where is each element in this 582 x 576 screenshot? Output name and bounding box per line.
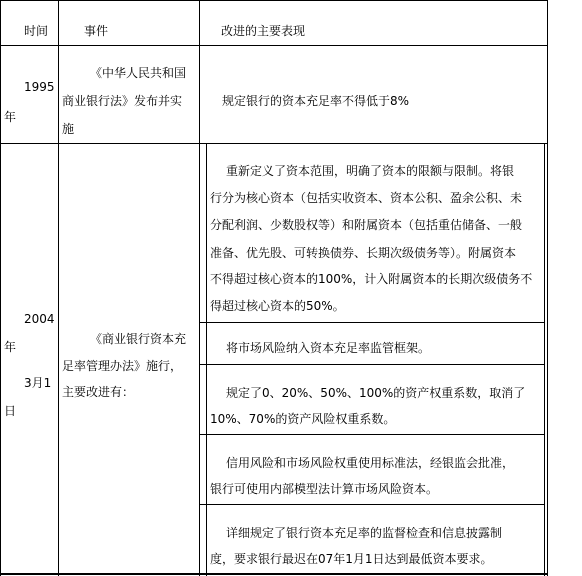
- improvement-2-line: 将市场风险纳入资本充足率监管框架。: [226, 341, 431, 355]
- table-row-divider: [0, 143, 548, 144]
- col-divider-time-event: [58, 0, 59, 576]
- improvement-1-line: 得超过核心资本的50%。: [210, 299, 345, 313]
- sub-table-right: [544, 144, 545, 576]
- col-divider-event-improvement: [199, 0, 200, 576]
- row1-event-line: 商业银行法》发布并实: [62, 94, 183, 108]
- row1-event-line: 施: [62, 122, 75, 136]
- table-header-divider: [0, 45, 548, 46]
- row2-event-line: 足率管理办法》施行，: [62, 359, 183, 373]
- header-event: 事件: [84, 24, 109, 38]
- row2-event-line: 《商业银行资本充: [90, 332, 187, 346]
- sub-table-divider: [199, 322, 545, 323]
- improvement-4-line: 银行可使用内部模型法计算市场风险资本。: [210, 482, 439, 496]
- row2-event-line: 主要改进有：: [62, 385, 135, 399]
- row1-improvement: 规定银行的资本充足率不得低于8%: [222, 94, 410, 108]
- improvement-1-line: 重新定义了资本范围，明确了资本的限额与限制。将银: [226, 164, 515, 178]
- header-time: 时间: [24, 24, 49, 38]
- sub-table-left: [206, 144, 207, 576]
- improvement-3-line: 10%、70%的资产风险权重系数。: [210, 412, 396, 426]
- improvement-1-line: 分配利润、少数股权等）和附属资本（包括重估储备、一般: [210, 218, 523, 232]
- row1-event-line: 《中华人民共和国: [90, 66, 187, 80]
- improvement-4-line: 信用风险和市场风险权重使用标准法，经银监会批准，: [226, 456, 515, 470]
- sub-table-divider: [199, 504, 545, 505]
- improvement-3-line: 规定了0、20%、50%、100%的资产权重系数，取消了: [226, 386, 526, 400]
- table-border-top: [0, 0, 548, 1]
- improvement-5-line: 详细规定了银行资本充足率的监督检查和信息披露制: [226, 526, 503, 540]
- header-improvement: 改进的主要表现: [221, 24, 306, 38]
- sub-table-divider: [199, 434, 545, 435]
- row2-time-date-suffix: 日: [4, 404, 17, 418]
- table-row-divider: [0, 573, 548, 575]
- table-border-left: [0, 0, 1, 576]
- improvement-1-line: 准备、优先股、可转换债券、长期次级债务等）。附属资本: [210, 246, 517, 260]
- sub-table-divider: [199, 364, 545, 365]
- improvement-5-line: 度，要求银行最迟在07年1月1日达到最低资本要求。: [210, 552, 493, 566]
- row1-time-year: 1995: [24, 80, 55, 94]
- table-border-right: [547, 0, 548, 576]
- improvement-1-line: 不得超过核心资本的100%，计入附属资本的长期次级债务不: [210, 272, 533, 286]
- row2-time-date: 3月1: [24, 376, 52, 390]
- row2-time-year-suffix: 年: [4, 340, 17, 354]
- row2-time-year: 2004: [24, 312, 55, 326]
- improvement-1-line: 行分为核心资本（包括实收资本、资本公积、盈余公积、未: [210, 191, 523, 205]
- row1-time-suffix: 年: [4, 110, 17, 124]
